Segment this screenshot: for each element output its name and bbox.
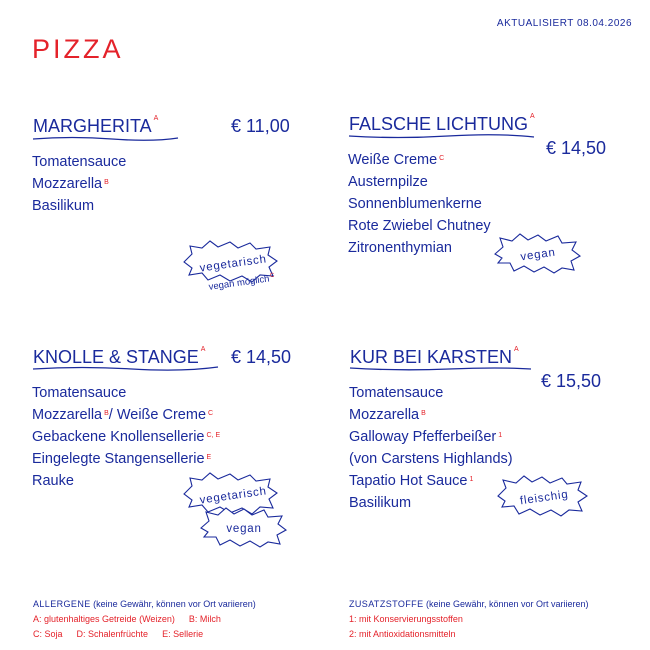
ingredient: Mozzarella $^B$/ Weiße Creme $^C$	[32, 407, 214, 423]
badge-label: vegan	[519, 246, 557, 264]
pizza-price: € 14,50	[231, 347, 292, 367]
allergens-legend: ALLERGENE (keine Gewähr, können vor Ort variieren) A: glutenhaltiges Getreide (Weizen) B: Milch C: Soja D: Schalenfrüchte E: Sellerie	[33, 599, 256, 639]
ingredient: Tomatensauce	[349, 385, 444, 401]
pizza-price: € 11,00	[231, 116, 290, 136]
ingredient: Weiße Creme $^C$	[348, 152, 445, 168]
ingredient: Mozzarella $^B$	[349, 407, 426, 423]
pizza-name: FALSCHE LICHTUNG $^A$	[349, 113, 535, 134]
additives-note: (keine Gewähr, können vor Ort variieren)	[425, 599, 589, 609]
ingredient-list	[349, 382, 513, 514]
allergen-sup: A	[514, 346, 519, 353]
ingredient: Mozzarella $^B$	[32, 176, 109, 192]
pizza-name: KNOLLE & STANGE $^A$	[33, 346, 206, 367]
ingredient: Galloway Pfefferbeißer $^1$	[349, 429, 503, 445]
allergens-heading: ALLERGENE	[33, 599, 91, 609]
pizza-price: € 15,50	[541, 371, 602, 391]
ingredient-list	[348, 149, 491, 259]
allergen-sup: A	[530, 113, 535, 120]
ingredient: Basilikum	[349, 495, 412, 511]
pizza-name: MARGHERITA $^A$	[33, 115, 159, 136]
allergen-sup: A	[153, 115, 159, 122]
pizza-name: KUR BEI KARSTEN $^A$	[350, 346, 519, 367]
name-underline	[349, 364, 535, 374]
ingredient: Tomatensauce	[32, 385, 127, 401]
ingredient: Sonnenblumenkerne	[348, 196, 482, 212]
page-title: PIZZA	[32, 34, 124, 64]
ingredient-list	[32, 151, 126, 217]
allergen-sup: A	[200, 346, 206, 353]
additives-legend: ZUSATZSTOFFE (keine Gewähr, können vor Ort variieren) 1: mit Konservierungsstoffen 2: mit Antioxidationsmitteln	[349, 599, 589, 639]
name-underline	[32, 134, 182, 144]
badge-label: vegetarisch	[198, 485, 268, 507]
vegan-possible-note: vegan möglich$^C$	[208, 272, 275, 293]
ingredient: Zitronenthymian	[348, 240, 452, 256]
additives-heading: ZUSATZSTOFFE	[349, 599, 424, 609]
ingredient: Tapatio Hot Sauce $^1$	[349, 473, 474, 489]
ingredient: Eingelegte Stangensellerie $^E$	[32, 451, 212, 467]
badge-label: vegan	[226, 523, 262, 535]
ingredient: Tomatensauce	[32, 154, 127, 170]
badge-label: vegetarisch	[198, 253, 268, 275]
ingredient: Rote Zwiebel Chutney	[348, 218, 491, 234]
ingredient: Basilikum	[32, 198, 95, 214]
pizza-price: € 14,50	[546, 138, 607, 158]
ingredient: Gebackene Knollensellerie $^{C, E}$	[32, 429, 221, 445]
name-underline	[32, 364, 222, 374]
badge-vegan	[492, 232, 582, 274]
name-underline	[348, 132, 538, 142]
badge-vegan	[198, 506, 288, 548]
updated-date: AKTUALISIERT 08.04.2026	[496, 18, 632, 29]
ingredient: Rauke	[32, 473, 74, 489]
badge-fleischig	[494, 474, 590, 518]
ingredient: (von Carstens Highlands)	[349, 451, 513, 467]
ingredient: Austernpilze	[348, 174, 428, 190]
allergens-note: (keine Gewähr, können vor Ort variieren)	[93, 599, 256, 609]
badge-label: fleischig	[519, 488, 570, 508]
